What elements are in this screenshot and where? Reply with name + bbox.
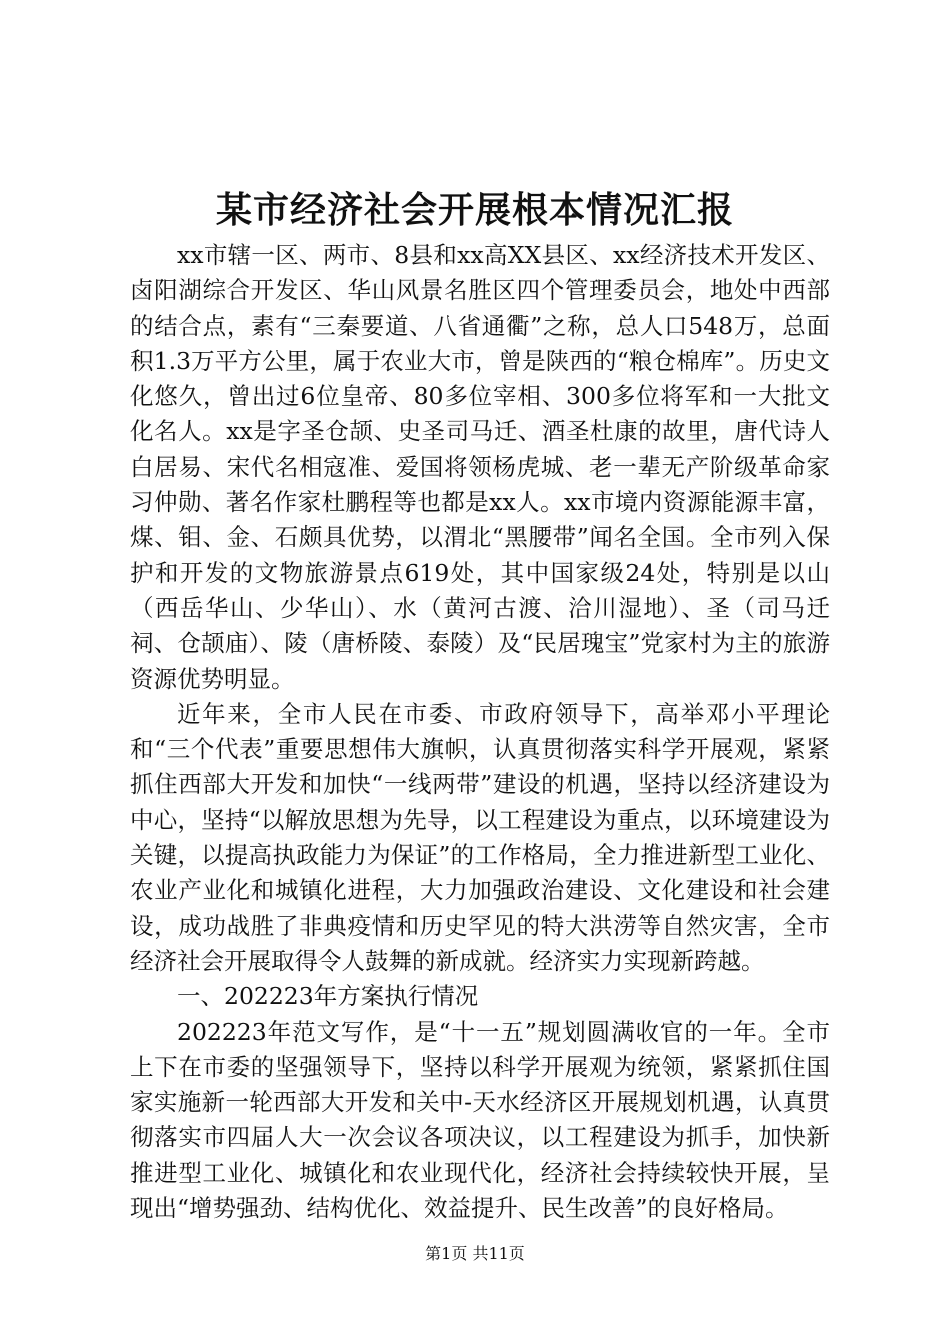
paragraph: 202223年范文写作，是“十一五”规划圆满收官的一年。全市上下在市委的坚强领导下，坚持以科学开展观为统领，紧紧抓住国家实施新一轮西部大开发和关中-天水经济区开展规划机遇，认真贯彻落实市四届人大一次会议各项决议，以工程建设为抓手，加快新推进型工业化、城镇化和农业现代化，经济社会持续较快开展，呈现出“增势强劲、结构优化、效益提升、民生改善”的良好格局。 bbox=[130, 1017, 830, 1223]
document-body bbox=[130, 238, 830, 1226]
paragraph: 近年来，全市人民在市委、市政府领导下，高举邓小平理论和“三个代表”重要思想伟大旗帜，认真贯彻落实科学开展观，紧紧抓住西部大开发和加快“一线两带”建设的机遇，坚持以经济建设为中心，坚持“以解放思想为先导，以工程建设为重点，以环境建设为关键，以提高执政能力为保证”的工作格局，全力推进新型工业化、农业产业化和城镇化进程，大力加强政治建设、文化建设和社会建设，成功战胜了非典疫情和历史罕见的特大洪涝等自然灾害，全市经济社会开展取得令人鼓舞的新成就。经济实力实现新跨越。 bbox=[130, 699, 830, 975]
section-heading: 一、202223年方案执行情况 bbox=[177, 982, 479, 1011]
page-number-footer: 第1页 共11页 bbox=[425, 1244, 525, 1263]
paragraph: xx市辖一区、两市、8县和xx高XX县区、xx经济技术开发区、卤阳湖综合开发区、华山风景名胜区四个管理委员会，地处中西部的结合点，素有“三秦要道、八省通衢”之称，总人口548万，总面积1.3万平方公里，属于农业大市，曾是陕西的“粮仓棉库”。历史文化悠久，曾出过6位皇帝、80多位宰相、300多位将军和一大批文化名人。xx是字圣仓颉、史圣司马迁、酒圣杜康的故里，唐代诗人白居易、宋代名相寇准、爱国将领杨虎城、老一辈无产阶级革命家习仲勋、著名作家杜鹏程等也都是xx人。xx市境内资源能源丰富，煤、钼、金、石颇具优势，以渭北“黑腰带”闻名全国。全市列入保护和开发的文物旅游景点619处，其中国家级24处，特别是以山（西岳华山、少华山）、水（黄河古渡、洽川湿地）、圣（司马迁祠、仓颉庙）、陵（唐桥陵、泰陵）及“民居瑰宝”党家村为主的旅游资源优势明显。 bbox=[130, 241, 830, 693]
document-title: 某市经济社会开展根本情况汇报 bbox=[215, 189, 734, 231]
